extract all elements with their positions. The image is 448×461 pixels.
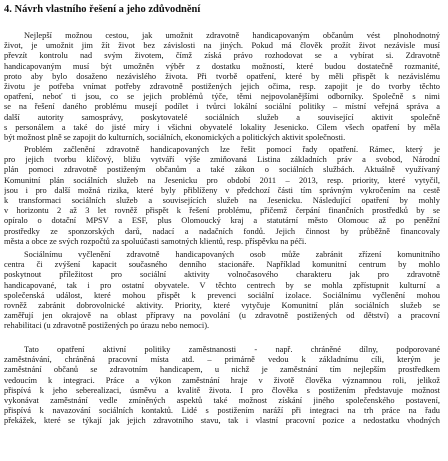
text-line: život, je umožnit jim žít život bez závislosti na jiných. Pokud má člověk prožít život nezávisle musí (4, 41, 440, 51)
text-line: v horizontu 2 až 3 let rovněž přispět k řešení problému, přičemž čerpání finančních prostředků by se (4, 206, 440, 216)
text-line: překážek, které se týkají jak jejich zdravotního stavu, tak i vlastní pracovní pozice a nedostatku vhodných (4, 416, 440, 426)
text-line: přispívá k jeho seberealizaci, úsměvu a kvalitě života. I pro člověka s postižením představuje možnost (4, 385, 440, 395)
text-line: opatření, neboť ti jsou, co se jejich problémů týče, těmi nejpovolanějšími odborníky. Společně s nimi (4, 92, 440, 102)
text-line: prostředky ze sponzorských darů, nadací a nadačních fondů. Jejich činnost by průběžně financovaly (4, 226, 440, 236)
text-line: proto aby bylo dosaženo nezávislého života. Při tvorbě opatření, které by měli přispět k nezávislému (4, 71, 440, 81)
paragraph-3 (4, 250, 440, 332)
text-line: rovněž zabránit dobrovolnické aktivity. Priority, které vytyčuje Komunitní plán sociálních služeb se (4, 300, 440, 310)
text-line: handicapované, tak i pro ostatní obyvatele. V těchto centrech by se mohla zpřístupnit kulturní a (4, 280, 440, 290)
text-line: životu je potřeba vnímat potřeby zdravotně postižených jejich očima, resp. zapojit je do tvorby těchto (4, 81, 440, 91)
text-line: další autority samosprávy, poskytovatelé sociálních služeb a související aktivit společně (4, 112, 440, 122)
text-line: opíralo o dotační MPSV a ESF, plus Olomoucký kraj a statutární město Olomouc až po peněžní (4, 216, 440, 226)
text-line: přispívá k navazování sociálních kontaktů. Lidé s postižením naráží při integraci na trh práce na řadu (4, 406, 440, 416)
text-line: s personálem a také do jisté míry i všichni obyvatelé lokality Jesenicko. Cílem všech opatření by měla (4, 122, 440, 132)
text-line: pro jejich tvorbu klíčový, bližu vytváří výše zmiňovaná Listina základních práv a svobod, Národní (4, 155, 440, 165)
text-line: handicapovaným musí být umožněn výběr z dostatku možností, které budou dostatečně rozmanité, (4, 61, 440, 71)
text-line: vedoucím k integraci. Práce a výkon zaměstnání hraje v životě člověka významnou roli, jelikož (4, 375, 440, 385)
text-line: poskytnout příležitost pro sociální aktivity volnočasového charakteru jak pro zdravotně (4, 270, 440, 280)
paragraph-1 (4, 31, 440, 143)
text-line: vykonávat zaměstnání vedle zmíněných aspektů také možnost získání jiného společenského postavení, (4, 395, 440, 405)
text-line: jsou i pro další možná rizika, které byly přiblíženy v předchozí části tím správným vykročením na cestě (4, 185, 440, 195)
text-line: rehabilitaci (u zdravotně postižených po úrazu nebo nemoci). (4, 321, 210, 331)
text-line: společenská událost, které mohou přispět k prevenci sociální izolace. Sociálnímu vyčlenění mohou (4, 290, 440, 300)
text-line: se na řešení daného problému musejí podílet i tvůrci lokální sociální politiky – místní veřejná správa a (4, 102, 440, 112)
text-line: zaměřují jen okrajově na oblast přípravy na povolání (u zdravotně postižených od dětství) a pracovní (4, 311, 440, 321)
text-line: zaměstnávání, chráněná pracovní místa atd. – primárně vedou k základnímu cíli, kterým je (4, 355, 440, 365)
text-line: k transformaci sociálních služeb a souvisejících služeb na Jesenicku. Následující opatření by mohly (4, 195, 440, 205)
section-heading: 4. Návrh vlastního řešení a jeho zdůvodnění (4, 4, 201, 15)
paragraph-2 (4, 145, 440, 247)
text-line: Tato opatření aktivní politiky zaměstnanosti - např. chráněné dílny, podporované (24, 345, 440, 354)
text-line: Problém začlenění zdravotně handicapovaných lze řešit pomocí řady opatření. Rámec, který je (24, 145, 440, 154)
text-line: Nejlepší možnou cestou, jak umožnit zdravotně handicapovaným občanům vést plnohodnotný (24, 31, 440, 40)
paragraph-4 (4, 345, 440, 427)
text-line: být možnost plně se zapojit do kulturních, sociálních, ekonomických a politických aktivit společnosti. (4, 132, 346, 142)
text-line: města a obce ze svých rozpočtů za spoluúčasti samotných klientů, resp. příspěvku na péči. (4, 236, 307, 246)
text-line: převzít kontrolu nad svým životem, čímž získá právo rozhodovat se a vybírat si. Zdravotně (4, 51, 440, 61)
text-line: plán pomoci zdravotně postiženým občanům a také zákon o sociálních službách. Aktuálně využívaný (4, 165, 440, 175)
text-line: centra či zvýšení kapacit současného denního stacionáře. Například komunitní centrum by mohlo (4, 260, 440, 270)
text-line: Sociálnímu vyčlenění zdravotně handicapovaných osob může zabránit zřízení komunitního (24, 250, 440, 259)
text-line: Komunitní plán sociálních služeb na Jesenicku pro období 2011 – 2013, resp. priority, které vytyčil, (4, 175, 440, 185)
text-line: zaměstnání občanů se zdravotním handicapem, u nichž je zaměstnání tím nejlepším prostředkem (4, 365, 440, 375)
